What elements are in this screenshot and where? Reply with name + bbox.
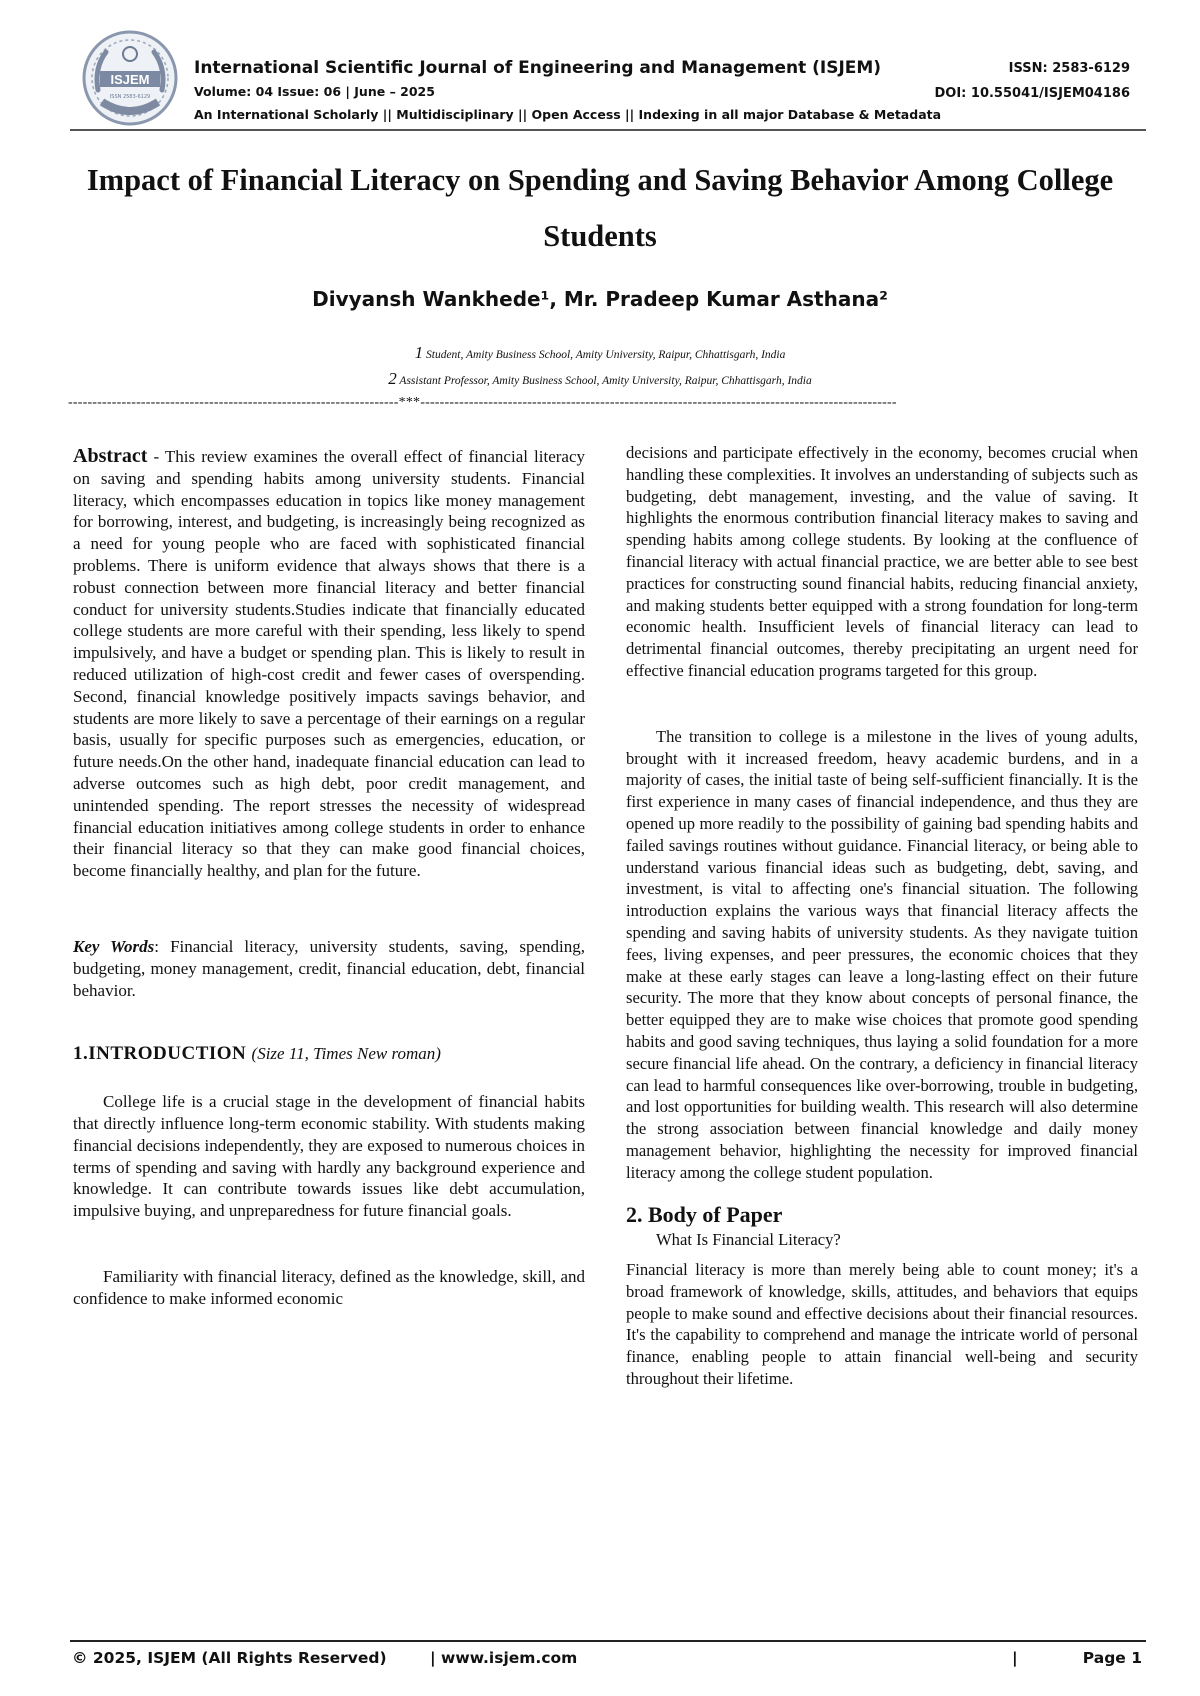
left-column — [73, 446, 585, 1310]
header-divider — [70, 129, 1146, 131]
affiliation-number: 1 — [414, 343, 424, 362]
right-paragraph-3: Financial literacy is more than merely being able to count money; it's a broad framework of knowledge, skills, attitudes, and behaviors that equips people to make sound and effective decisions about their financial resources. It's the capability to comprehend and manage the intricate world of personal finance, enabling people to attain financial well-being and security throughout their lifetime. — [626, 1260, 1138, 1389]
affiliation-2 — [60, 369, 1140, 389]
affiliation-text: Student, Amity Business School, Amity University, Raipur, Chhattisgarh, India — [426, 349, 786, 361]
keywords — [73, 936, 585, 1001]
paper-title: Impact of Financial Literacy on Spending and Saving Behavior Among College Students — [86, 163, 1114, 253]
abstract-label: Abstract — [73, 445, 148, 467]
paper-authors: Divyansh Wankhede¹, Mr. Pradeep Kumar Asthana² — [312, 287, 888, 311]
right-paragraph-1: decisions and participate effectively in the economy, becomes crucial when handling these complexities. It involves an understanding of subjects such as budgeting, debt management, investing, and the value of saving. It highlights the enormous contribution financial literacy makes to saving and spending habits among college students. By looking at the confluence of financial literacy with actual financial practice, we are better able to see best practices for constructing sound financial habits, reducing financial anxiety, and making students better equipped with a strong foundation for long-term economic health. Insufficient levels of financial literacy can lead to detrimental financial outcomes, thereby precipitating an urgent need for effective financial education programs targeted for this group. — [626, 443, 1138, 680]
isjem-logo — [80, 28, 180, 128]
page-footer — [72, 1647, 1146, 1673]
issn-number: ISSN: 2583-6129 — [1008, 61, 1130, 76]
volume-issue: Volume: 04 Issue: 06 | June – 2025 — [194, 84, 435, 99]
affiliation-text: Assistant Professor, Amity Business School, Amity University, Raipur, Chhattisgarh, India — [399, 375, 812, 387]
website-link[interactable]: | www.isjem.com — [430, 1649, 578, 1667]
abstract-text: - This review examines the overall effect of financial literacy on saving and spending habits among university students. Financial literacy, which encompasses education in topics like money management for borrowing, interest, and budgeting, is increasingly being recognized as a need for young people who are faced with sophisticated financial problems. There is uniform evidence that always shows that there is a robust connection between more financial literacy and better financial conduct for university students.Studies indicate that financially educated college students are more careful with their spending, less likely to spend impulsively, and have a budget or spending plan. This is likely to result in reduced utilization of high-cost credit and fewer cases of overspending. Second, financial knowledge positively impacts savings behavior, and students are more likely to save a percentage of their earnings on a regular basis, usually for specific purposes such as emergencies, education, or future needs.On the other hand, inadequate financial education can lead to adverse outcomes such as high debt, poor credit management, and unintended spending. The report stresses the necessity of widespread financial education initiatives among college students in order to enhance their financial literacy so that they can make good financial choices, become financially healthy, and plan for the future. — [73, 447, 585, 881]
abstract — [73, 446, 585, 882]
journal-header — [76, 28, 1144, 132]
intro-paragraph-1: College life is a crucial stage in the development of financial habits that directly influence long-term economic stability. With students making financial decisions independently, they are exposed to numerous choices in terms of spending and saving with hardly any background experience and knowledge. It can contribute towards issues like debt accumulation, impulsive buying, and unpreparedness for future financial goals. — [73, 1092, 585, 1221]
logo-subtext: ISSN 2583-6129 — [109, 94, 151, 100]
affiliation-number: 2 — [388, 369, 397, 388]
keywords-label: Key Words — [73, 936, 155, 956]
logo-text: ISJEM — [110, 72, 150, 87]
section-divider: --------------------------------------------------------------------***-------------------------------------------------------------------------------------------------- — [68, 395, 897, 410]
journal-tagline: An International Scholarly || Multidisciplinary || Open Access || Indexing in all major Database & Metadata — [194, 107, 942, 122]
journal-title: International Scientific Journal of Engineering and Management (ISJEM) — [194, 58, 882, 78]
page-number: Page 1 — [1082, 1649, 1142, 1667]
intro-heading-note: (Size 11, Times New roman) — [251, 1044, 441, 1064]
footer-separator: | — [1012, 1649, 1018, 1667]
affiliation-1 — [60, 343, 1140, 363]
footer-divider — [70, 1640, 1146, 1642]
body-subheading: What Is Financial Literacy? — [656, 1230, 841, 1250]
copyright: © 2025, ISJEM (All Rights Reserved) — [72, 1649, 387, 1667]
keywords-text: : Financial literacy, university students, saving, spending, budgeting, money management, credit, financial education, debt, financial behavior. — [73, 936, 585, 1000]
intro-paragraph-2: Familiarity with financial literacy, defined as the knowledge, skill, and confidence to make informed economic — [73, 1266, 585, 1308]
right-paragraph-2: The transition to college is a milestone in the lives of young adults, brought with it increased freedom, heavy academic burdens, and in a majority of cases, the initial taste of being self-sufficient financially. It is the first experience in many cases of financial independence, and thus they are opened up more readily to the possibility of gaining bad spending habits and failed savings routines without guidance. Financial literacy, or being able to understand various financial ideas such as budgeting, debt, saving, and investment, is vital to affecting one's financial situation. The following introduction explains the various ways that financial literacy affects the spending and saving habits of university students. As they navigate tuition fees, living expenses, and peer pressures, the economic choices that they make at these early stages can leave a long-lasting effect on their future security. The more that they know about concepts of personal finance, the better equipped they are to make wise choices that promote good spending habits and good saving techniques, thus laying a solid foundation for a more secure financial life ahead. On the contrary, a deficiency in financial literacy can lead to harmful consequences like over-borrowing, trouble in budgeting, and lost opportunities for building wealth. This research will also determine the strong association between financial knowledge and daily money management behavior, highlighting the necessity for improved financial literacy among the college student population. — [626, 726, 1138, 1182]
intro-heading-text: 1.INTRODUCTION — [73, 1043, 252, 1065]
intro-heading — [73, 1043, 585, 1065]
body-heading: 2. Body of Paper — [626, 1201, 783, 1227]
doi-number: DOI: 10.55041/ISJEM04186 — [934, 86, 1130, 101]
right-column — [626, 442, 1138, 1390]
